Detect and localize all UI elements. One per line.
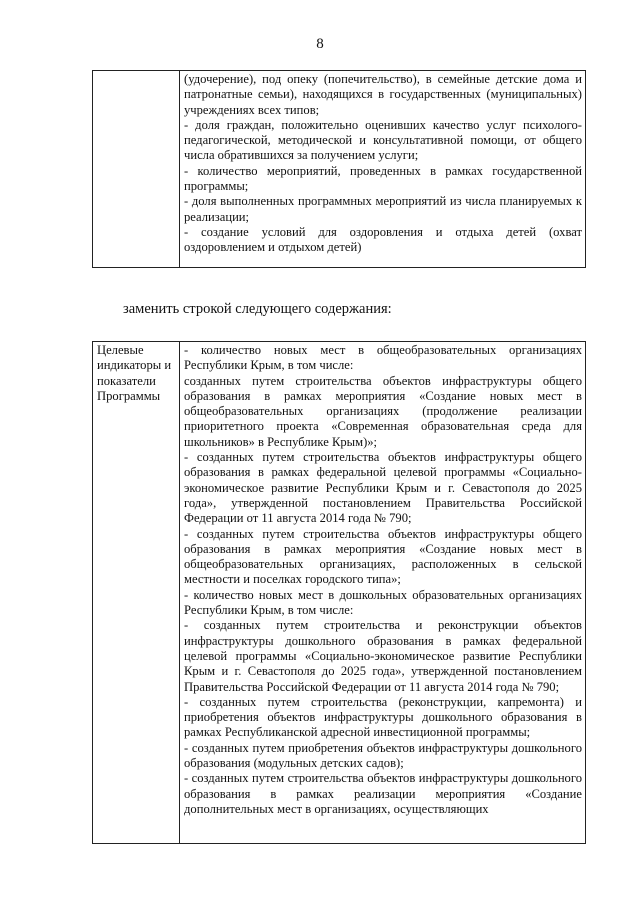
paragraph: - количество мероприятий, проведенных в рамках государственной программы;: [184, 163, 582, 194]
paragraph: - созданных путем строительства объектов инфраструктуры дошкольного образования в рамках реализации мероприятия «Создание дополнительных мест в организациях, осуществляющих: [184, 771, 582, 816]
paragraph: - доля выполненных программных мероприятий из числа планируемых к реализации;: [184, 194, 582, 224]
instruction-text: заменить строкой следующего содержания:: [123, 301, 392, 317]
replacement-row-table: [92, 341, 586, 844]
paragraph: - создание условий для оздоровления и отдыха детей (охват оздоровлением и отдыхом детей): [184, 224, 582, 255]
paragraph: (удочерение), под опеку (попечительство), в семейные детские дома и патронатные семьи), находящихся в государственных (муниципальных) учреждениях всех типов;: [184, 72, 582, 117]
paragraph: - доля граждан, положительно оценивших качество услуг психолого-педагогической, методической и консультативной помощи, от общего числа обратившихся за получением услуги;: [184, 117, 582, 163]
row-label: Целевые индикаторы и показатели Программы: [97, 343, 172, 403]
paragraph: - созданных путем строительства объектов инфраструктуры общего образования в рамках федеральной целевой программы «Социально-экономическое развитие Республики Крым и г. Севастополя до 2025 года», утвержденной постановлением Правительства Российской Федерации от 11 августа 2014 года № 790;: [184, 450, 582, 526]
label-cell: [93, 71, 180, 268]
paragraph: созданных путем строительства объектов инфраструктуры общего образования в рамках мероприятия «Создание новых мест в общеобразовательных организациях (продолжение реализации приоритетного проекта «Современная образовательная среда для школьников» в Республике Крым)»;: [184, 373, 582, 449]
paragraph: - количество новых мест в общеобразовательных организациях Республики Крым, в том числе:: [184, 343, 582, 373]
paragraph: - созданных путем приобретения объектов инфраструктуры дошкольного образования (модульных детских садов);: [184, 740, 582, 771]
content-cell: [180, 342, 586, 844]
page-number: 8: [316, 36, 324, 52]
previous-row-table: [92, 70, 586, 268]
paragraph: - созданных путем строительства объектов инфраструктуры общего образования в рамках мероприятия «Создание новых мест в общеобразовательных организациях, расположенных в сельской местности и поселках городского типа»;: [184, 526, 582, 587]
table-row: [93, 71, 586, 268]
table-row: [93, 342, 586, 844]
paragraph: - количество новых мест в дошкольных образовательных организациях Республики Крым, в том числе:: [184, 587, 582, 618]
label-cell: [93, 342, 180, 844]
paragraph: - созданных путем строительства и реконструкции объектов инфраструктуры дошкольного образования в рамках федеральной целевой программы «Социально-экономическое развитие Республики Крым и г. Севастополя до 2025 года», утвержденной постановлением Правительства Российской Федерации от 11 августа 2014 года № 790;: [184, 618, 582, 694]
content-cell: [180, 71, 586, 268]
paragraph: - созданных путем строительства (реконструкции, капремонта) и приобретения объектов инфраструктуры дошкольного образования в рамках Республиканской адресной инвестиционной программы;: [184, 694, 582, 740]
